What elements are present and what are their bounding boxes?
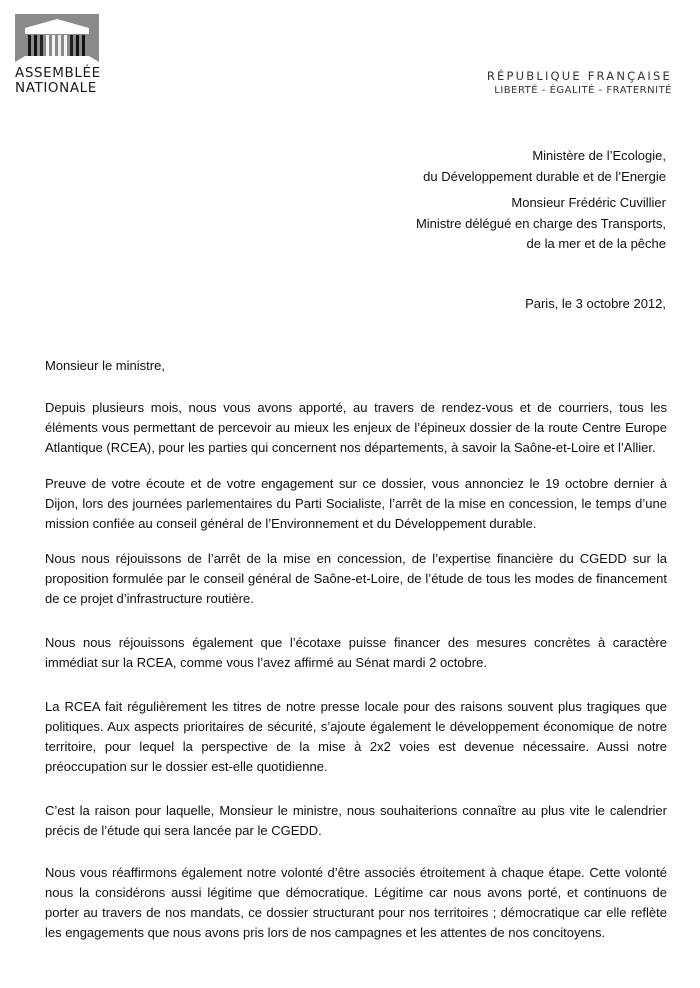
paragraph-7: Nous vous réaffirmons également notre volonté d’être associés étroitement à chaque étape. Cette volonté nous la considérons aussi légitime que démocratique. Légitime car nous avons porté, et continuons de porter au travers de nos mandats, ce dossier structurant pour nos territoires ; démocratique car elle reflète les engagements que nous avons pris lors de nos campagnes et les attentes de nos concitoyens. [45, 865, 667, 940]
parliament-building-icon [15, 14, 99, 62]
republique-line: RÉPUBLIQUE FRANÇAISE [486, 69, 672, 83]
paragraph-6: C’est la raison pour laquelle, Monsieur le ministre, nous souhaiterions connaître au plus vite le calendrier précis de l’étude qui sera lancée par le CGEDD. [45, 803, 667, 838]
salutation: Monsieur le ministre, [45, 358, 165, 373]
assemblee-nationale-logo [15, 14, 109, 96]
paragraph-5: La RCEA fait régulièrement les titres de notre presse locale pour des raisons souvent plus tragiques que politiques. Aux aspects prioritaires de sécurité, s’ajoute également le développement économique de notre territoire, pour lequel la perspective de la mise à 2x2 voies est devenue nécessaire. Aussi notre préoccupation sur le dossier est-elle quotidienne. [45, 699, 667, 774]
letter-date: Paris, le 3 octobre 2012, [525, 296, 666, 311]
republique-francaise-header [487, 68, 672, 98]
paragraph-4: Nous nous réjouissons également que l’écotaxe puisse financer des mesures concrètes à caractère immédiat sur la RCEA, comme vous l’avez affirmé au Sénat mardi 2 octobre. [45, 635, 667, 670]
recipient-name: Monsieur Frédéric Cuvillier [511, 195, 666, 210]
recipient-title-line-1: Ministre délégué en charge des Transports, [415, 215, 666, 231]
paragraph-3: Nous nous réjouissons de l’arrêt de la mise en concession, de l’expertise financière du CGEDD sur la proposition formulée par le conseil général de Saône-et-Loire, de l’étude de tous les modes de financement de ce projet d’infrastructure routière. [45, 551, 667, 606]
ministry-line-1: Ministère de l’Ecologie, [532, 148, 666, 163]
logo-line-2: NATIONALE [15, 80, 97, 96]
recipient-block [416, 146, 666, 255]
logo-line-1: ASSEMBLÉE [15, 65, 101, 81]
recipient-title-line-2: de la mer et de la pêche [526, 236, 666, 251]
paragraph-1: Depuis plusieurs mois, nous vous avons apporté, au travers de rendez-vous et de courriers, tous les éléments vous permettant de percevoir au mieux les enjeux de l’épineux dossier de la route Centre Europe Atlantique (RCEA), pour les parties qui concernent nos départements, à savoir la Saône-et-Loire et l’Allier. [45, 400, 667, 455]
paragraph-2: Preuve de votre écoute et de votre engagement sur ce dossier, vous annonciez le 19 octobre dernier à Dijon, lors des journées parlementaires du Parti Socialiste, l’arrêt de la mise en concession, le temps d’une mission confiée au conseil général de l’Environnement et du Développement durable. [45, 476, 667, 531]
devise-line: LIBERTÉ - ÉGALITÉ - FRATERNITÉ [494, 85, 672, 96]
ministry-line-2: du Développement durable et de l’Energie [423, 168, 666, 184]
